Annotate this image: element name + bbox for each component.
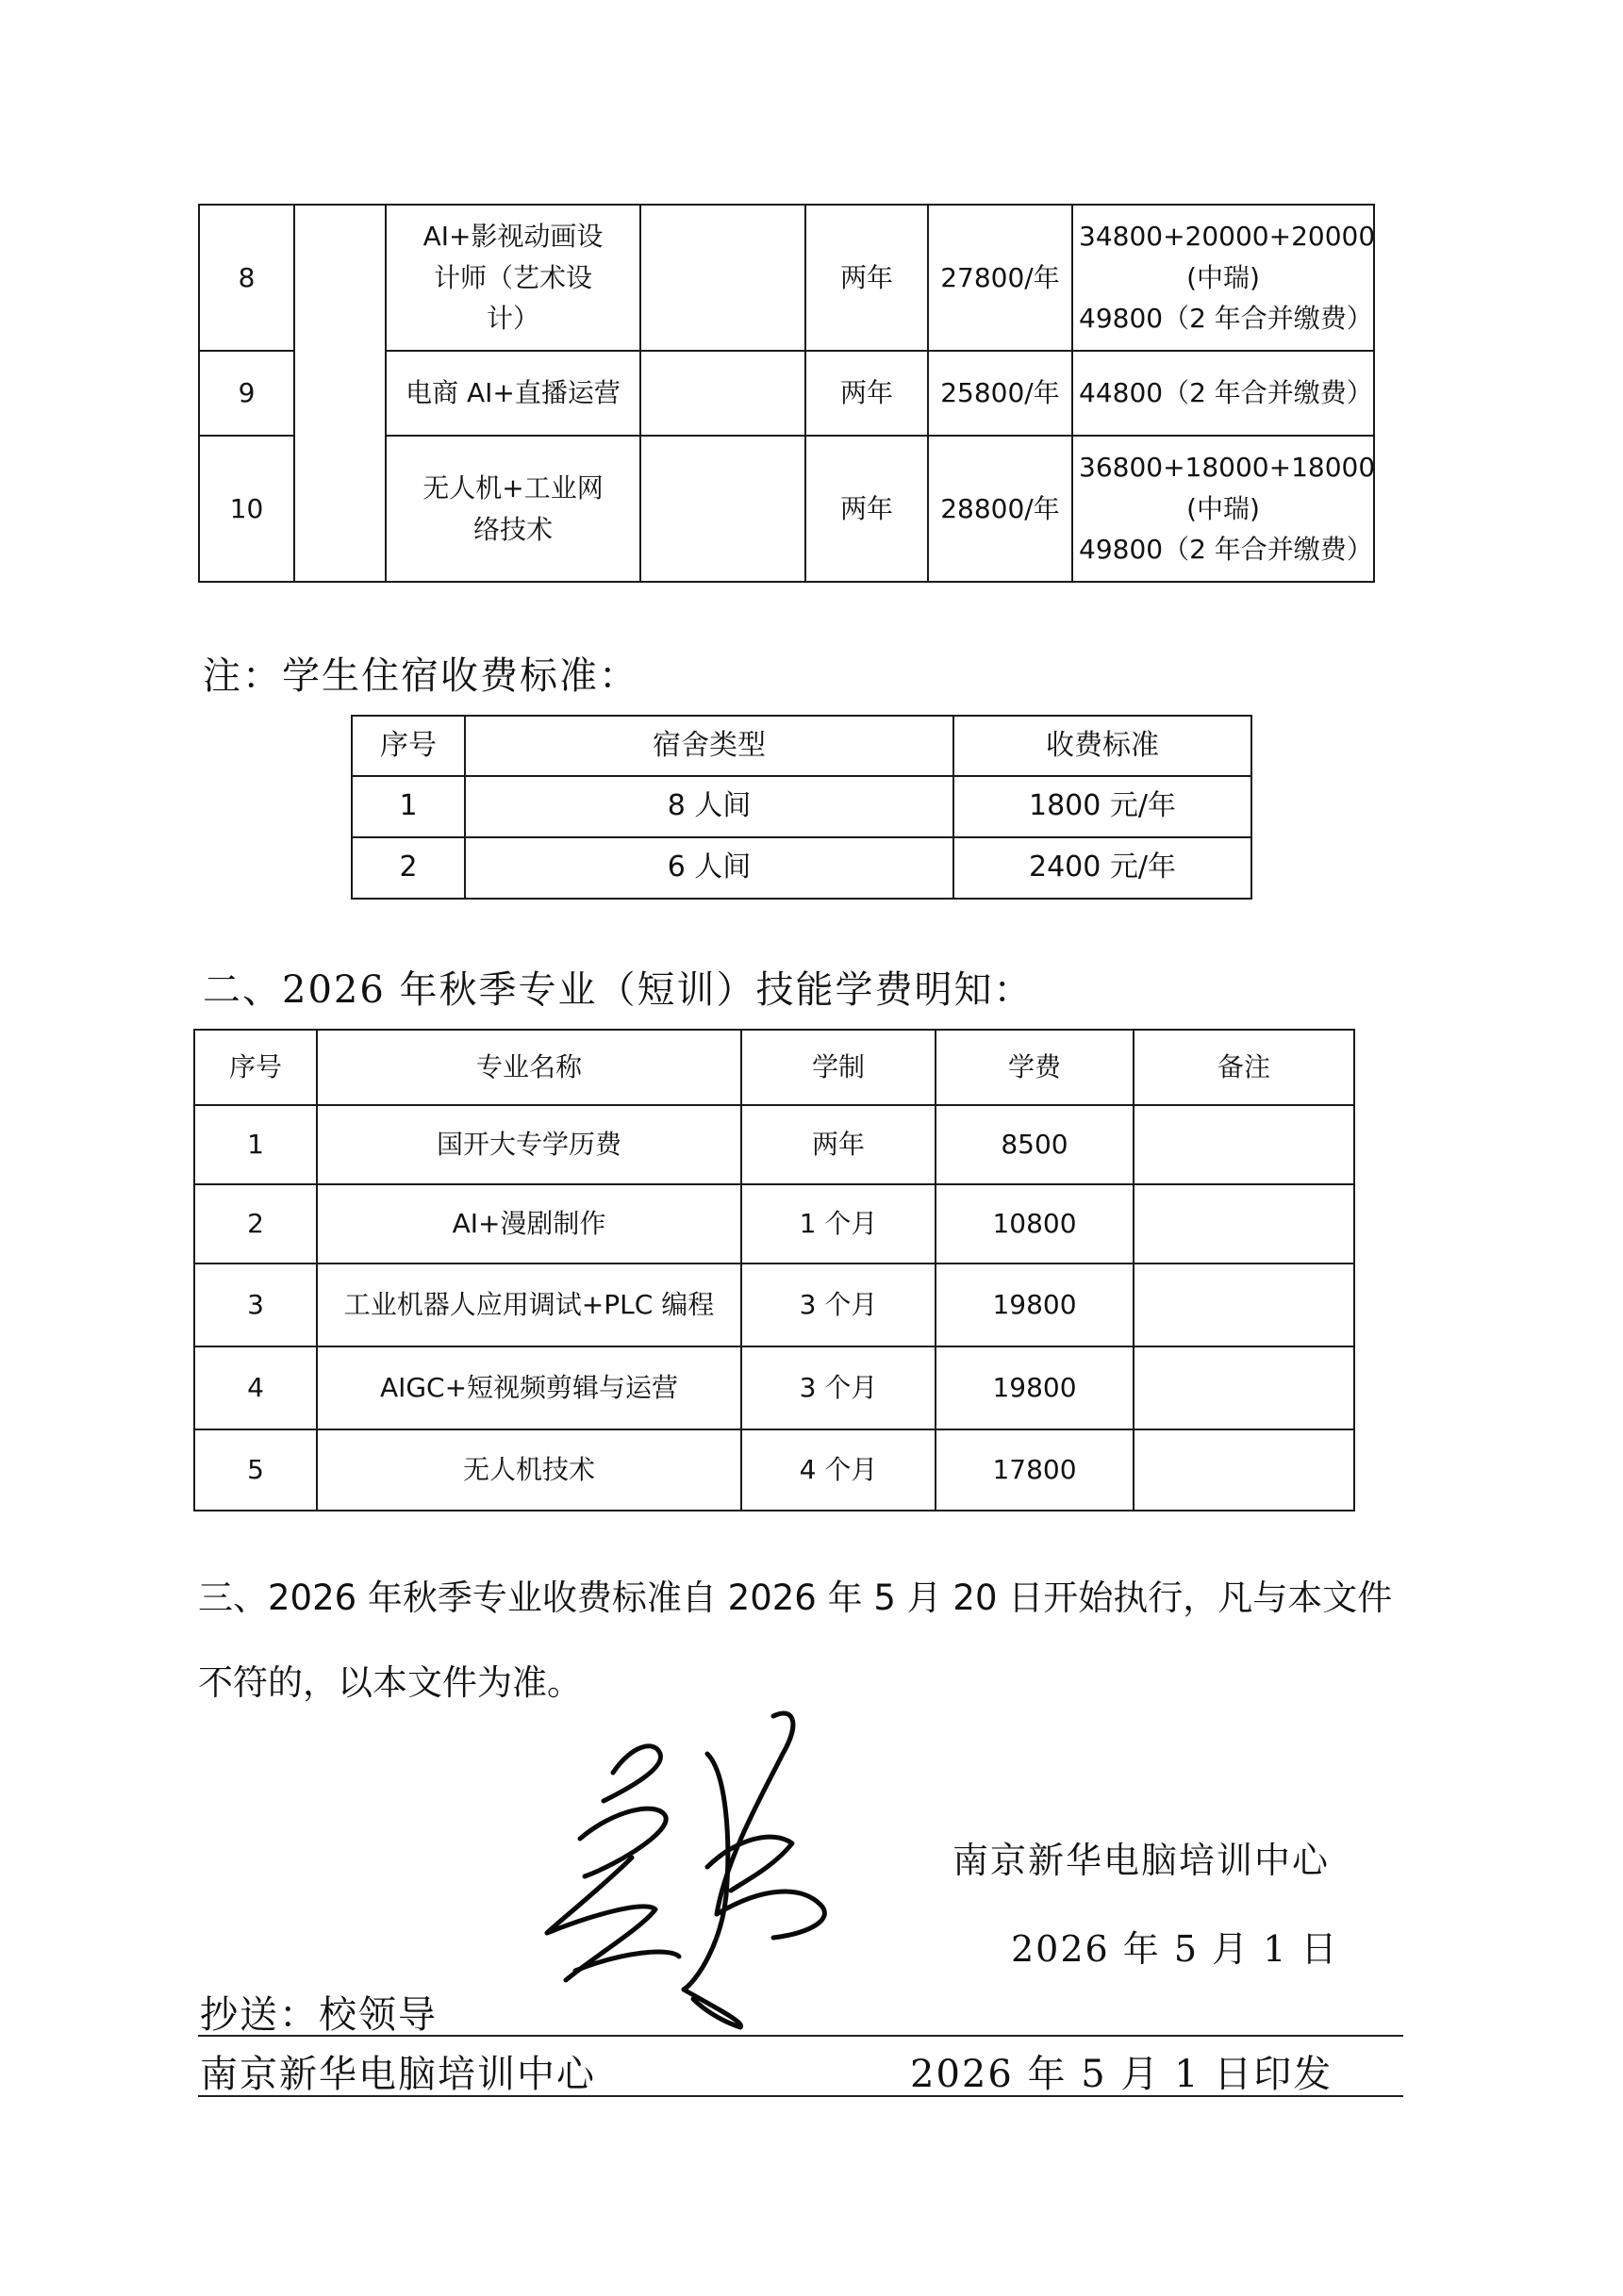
- fee-note-line: 49800（2 年合并缴费）: [1079, 303, 1373, 335]
- handwritten-signature-icon: [490, 1697, 886, 2046]
- col-header: 备注: [1134, 1030, 1354, 1105]
- major-name: 电商 AI+直播运营: [386, 351, 640, 436]
- issuer-name: 南京新华电脑培训中心: [200, 2053, 596, 2096]
- table-row: [199, 205, 1374, 351]
- table-row: [194, 1105, 1354, 1184]
- note: [1134, 1105, 1354, 1184]
- row-number: 1: [194, 1105, 317, 1184]
- fee-note-line: (中瑞): [1186, 492, 1260, 524]
- section-three-text: 三、2026 年秋季专业收费标准自 2026 年 5 月 20 日开始执行，凡与本文件不符的，以本文件为准。: [198, 1577, 1393, 1703]
- cc-line: 抄送：校领导: [200, 1993, 438, 2037]
- dorm-fee: 1800 元/年: [953, 776, 1251, 837]
- major-name: AI+影视动画设计师（艺术设计）: [386, 205, 640, 351]
- col-header: 序号: [194, 1030, 317, 1105]
- fee-notes: [1072, 436, 1374, 582]
- duration: 3 个月: [741, 1346, 936, 1429]
- col-header: 专业名称: [317, 1030, 741, 1105]
- fee-note-line: 49800（2 年合并缴费）: [1079, 534, 1373, 566]
- col-header: 学费: [936, 1030, 1134, 1105]
- dorm-section-heading: 注：学生住宿收费标准：: [203, 654, 638, 698]
- course-name: 国开大专学历费: [317, 1105, 741, 1184]
- issued-date: 2026 年 5 月 1 日印发: [910, 2053, 1333, 2096]
- note: [1134, 1184, 1354, 1264]
- fee: 27800/年: [928, 205, 1072, 351]
- duration: 两年: [805, 205, 928, 351]
- tuition-table-continued: [198, 204, 1375, 583]
- fee-notes: [1072, 351, 1374, 436]
- fee: 19800: [936, 1264, 1134, 1346]
- note: [1134, 1346, 1354, 1429]
- duration: 3 个月: [741, 1264, 936, 1346]
- table-row: [352, 837, 1251, 899]
- short-training-heading: 二、2026 年秋季专业（短训）技能学费明知：: [203, 968, 1034, 1012]
- row-number: 1: [352, 776, 465, 837]
- course-name: 无人机技术: [317, 1429, 741, 1511]
- footer-bottom-rule: [198, 2095, 1403, 2097]
- course-name: AIGC+短视频剪辑与运营: [317, 1346, 741, 1429]
- fee: 28800/年: [928, 436, 1072, 582]
- table-row: [194, 1264, 1354, 1346]
- signature-date: 2026 年 5 月 1 日: [1011, 1928, 1339, 1970]
- col-header: 学制: [741, 1030, 936, 1105]
- signature-org: 南京新华电脑培训中心: [952, 1840, 1331, 1881]
- note: [1134, 1429, 1354, 1511]
- table-row: [194, 1429, 1354, 1511]
- dorm-type: 6 人间: [465, 837, 953, 899]
- dorm-type: 8 人间: [465, 776, 953, 837]
- short-training-table: [193, 1029, 1355, 1511]
- row-number: 2: [194, 1184, 317, 1264]
- duration: 两年: [805, 436, 928, 582]
- fee: 25800/年: [928, 351, 1072, 436]
- fee-note-line: 44800（2 年合并缴费）: [1079, 377, 1373, 409]
- course-name: 工业机器人应用调试+PLC 编程: [317, 1264, 741, 1346]
- row-number: 9: [199, 351, 294, 436]
- row-number: 8: [199, 205, 294, 351]
- fee-note-line: 34800+20000+20000: [1079, 221, 1376, 253]
- fee-note-line: (中瑞): [1186, 261, 1260, 293]
- blank-cell: [640, 436, 805, 582]
- table-row: [352, 776, 1251, 837]
- fee: 17800: [936, 1429, 1134, 1511]
- row-number: 5: [194, 1429, 317, 1511]
- table-row: [194, 1184, 1354, 1264]
- fee: 10800: [936, 1184, 1134, 1264]
- row-number: 4: [194, 1346, 317, 1429]
- fee: 19800: [936, 1346, 1134, 1429]
- major-name: 无人机+工业网络技术: [386, 436, 640, 582]
- table-row: [194, 1346, 1354, 1429]
- note: [1134, 1264, 1354, 1346]
- course-name: AI+漫剧制作: [317, 1184, 741, 1264]
- duration: 两年: [805, 351, 928, 436]
- col-header: 收费标准: [953, 716, 1251, 776]
- table-header-row: [194, 1030, 1354, 1105]
- row-number: 10: [199, 436, 294, 582]
- duration: 4 个月: [741, 1429, 936, 1511]
- fee-note-line: 36800+18000+18000: [1079, 452, 1376, 484]
- col-header: 序号: [352, 716, 465, 776]
- row-number: 3: [194, 1264, 317, 1346]
- col-header: 宿舍类型: [465, 716, 953, 776]
- duration: 1 个月: [741, 1184, 936, 1264]
- blank-cell: [640, 205, 805, 351]
- dorm-fee-table: [351, 715, 1252, 900]
- blank-cell: [640, 351, 805, 436]
- footer-top-rule: [198, 2035, 1403, 2037]
- fee-notes: [1072, 205, 1374, 351]
- duration: 两年: [741, 1105, 936, 1184]
- table-header-row: [352, 716, 1251, 776]
- fee: 8500: [936, 1105, 1134, 1184]
- row-number: 2: [352, 837, 465, 899]
- dorm-fee: 2400 元/年: [953, 837, 1251, 899]
- category-cell-merged: [294, 205, 386, 582]
